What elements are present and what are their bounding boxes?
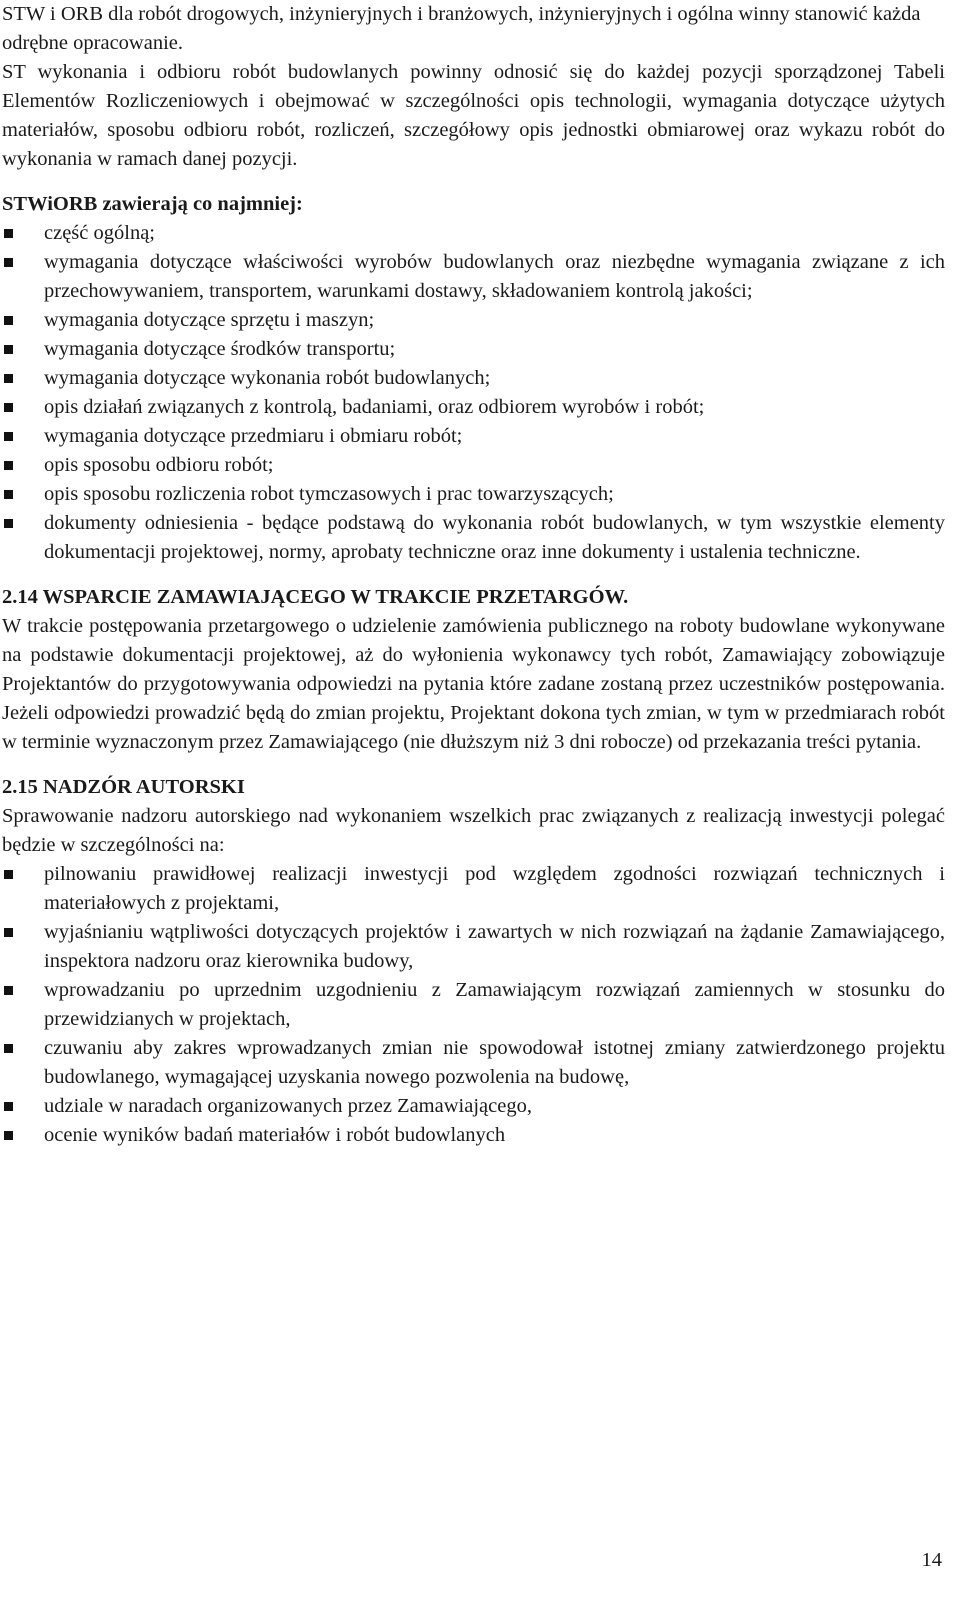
list-item: dokumenty odniesienia - będące podstawą do wykonania robót budowlanych, w tym wszystkie elementy dokumentacji projektowej, normy, aprobaty techniczne oraz inne dokumenty i ustalenia techniczne. (2, 509, 945, 567)
section-2-14-body: W trakcie postępowania przetargowego o udzielenie zamówienia publicznego na roboty budowlane wykonywane na podstawie dokumentacji projektowej, aż do wyłonienia wykonawcy tych robót, Zamawiający zobowiązuje Projektantów do przygotowywania odpowiedzi na pytania które zadane zostaną przez uczestników postępowania. Jeżeli odpowiedzi prowadzić będą do zmian projektu, Projektant dokona tych zmian, w tym w przedmiarach robót w terminie wyznaczonym przez Zamawiającego (nie dłuższym niż 3 dni robocze) od przekazania treści pytania. (2, 615, 945, 753)
square-bullet-icon (4, 403, 13, 412)
list-item: udziale w naradach organizowanych przez Zamawiającego, (2, 1092, 945, 1121)
list-item: wyjaśnianiu wątpliwości dotyczących projektów i zawartych w nich rozwiązań na żądanie Zamawiającego, inspektora nadzoru oraz kierownika budowy, (2, 918, 945, 976)
square-bullet-icon (4, 1044, 13, 1053)
square-bullet-icon (4, 432, 13, 441)
section-heading-2-15: 2.15 NADZÓR AUTORSKI (2, 776, 245, 798)
square-bullet-icon (4, 345, 13, 354)
square-bullet-icon (4, 229, 13, 238)
list-item: wymagania dotyczące właściwości wyrobów budowlanych oraz niezbędne wymagania związane z ich przechowywaniem, transportem, warunkami dostawy, składowaniem kontrolą jakości; (2, 248, 945, 306)
list-item: wymagania dotyczące wykonania robót budowlanych; (2, 364, 945, 393)
square-bullet-icon (4, 870, 13, 879)
intro-paragraph-2: ST wykonania i odbioru robót budowlanych powinny odnosić się do każdej pozycji sporządzonej Tabeli Elementów Rozliczeniowych i obejmować w szczególności opis technologii, wymagania dotyczące użytych materiałów, sposobu odbioru robót, rozliczeń, szczegółowy opis jednostki obmiarowej oraz wykazu robót do wykonania w ramach danej pozycji. (2, 61, 945, 170)
list-item: pilnowaniu prawidłowej realizacji inwestycji pod względem zgodności rozwiązań technicznych i materiałowych z projektami, (2, 860, 945, 918)
intro-paragraph-1: STW i ORB dla robót drogowych, inżynieryjnych i branżowych, inżynieryjnych i ogólna winny stanowić każda odrębne opracowanie. (2, 3, 921, 54)
list-item: wymagania dotyczące przedmiaru i obmiaru robót; (2, 422, 945, 451)
square-bullet-icon (4, 316, 13, 325)
square-bullet-icon (4, 928, 13, 937)
stwiorb-list (2, 219, 945, 567)
section-2-15-intro: Sprawowanie nadzoru autorskiego nad wykonaniem wszelkich prac związanych z realizacją inwestycji polegać będzie w szczególności na: (2, 805, 945, 856)
list-item: część ogólną; (2, 219, 945, 248)
square-bullet-icon (4, 374, 13, 383)
nadzor-list (2, 860, 945, 1150)
list-item: wprowadzaniu po uprzednim uzgodnieniu z Zamawiającym rozwiązań zamiennych w stosunku do przewidzianych w projektach, (2, 976, 945, 1034)
square-bullet-icon (4, 490, 13, 499)
square-bullet-icon (4, 986, 13, 995)
list-item: czuwaniu aby zakres wprowadzanych zmian nie spowodował istotnej zmiany zatwierdzonego projektu budowlanego, wymagającej uzyskania nowego pozwolenia na budowę, (2, 1034, 945, 1092)
list-item: wymagania dotyczące środków transportu; (2, 335, 945, 364)
square-bullet-icon (4, 1102, 13, 1111)
list-item: ocenie wyników badań materiałów i robót budowlanych (2, 1121, 945, 1150)
list-item: opis sposobu odbioru robót; (2, 451, 945, 480)
square-bullet-icon (4, 519, 13, 528)
stwiorb-heading: STWiORB zawierają co najmniej: (2, 193, 303, 215)
section-heading-2-14: 2.14 WSPARCIE ZAMAWIAJĄCEGO W TRAKCIE PRZETARGÓW. (2, 586, 629, 608)
list-item: opis działań związanych z kontrolą, badaniami, oraz odbiorem wyrobów i robót; (2, 393, 945, 422)
square-bullet-icon (4, 258, 13, 267)
square-bullet-icon (4, 1131, 13, 1140)
square-bullet-icon (4, 461, 13, 470)
document-page (2, 0, 945, 1150)
list-item: wymagania dotyczące sprzętu i maszyn; (2, 306, 945, 335)
page-number: 14 (921, 1549, 942, 1571)
list-item: opis sposobu rozliczenia robot tymczasowych i prac towarzyszących; (2, 480, 945, 509)
